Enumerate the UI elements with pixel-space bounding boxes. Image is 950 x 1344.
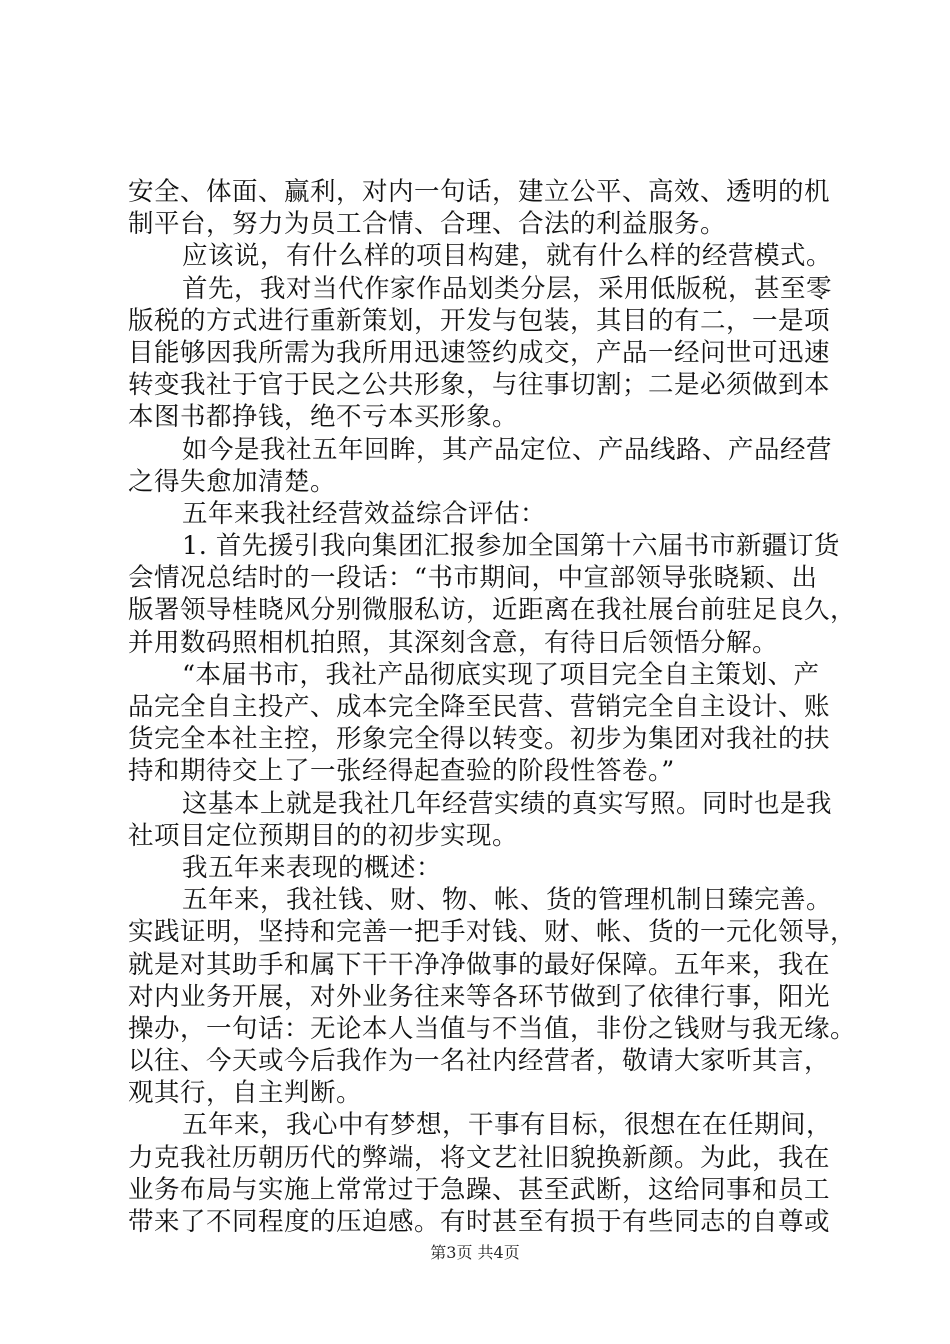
text-line: 品完全自主投产、成本完全降至民营、营销完全自主设计、账	[128, 692, 831, 722]
text-line: 社项目定位预期目的的初步实现。	[128, 820, 519, 851]
text-line: 实践证明，坚持和完善一把手对钱、财、帐、货的一元化领导，	[128, 917, 857, 948]
text-line: 五年来我社经营效益综合评估：	[182, 498, 547, 529]
text-line: 目能够因我所需为我所用迅速签约成交，产品一经问世可迅速	[128, 337, 831, 368]
text-line: 之得失愈加清楚。	[128, 466, 337, 497]
text-line: 业务布局与实施上常常过于急躁、甚至武断，这给同事和员工	[128, 1174, 831, 1205]
page-footer: 第3页 共4页	[430, 1243, 520, 1262]
text-line: 我五年来表现的概述：	[182, 852, 443, 883]
text-line: 版署领导桂晓风分别微服私访，近距离在我社展台前驻足良久，	[128, 595, 857, 626]
text-line: 操办，一句话：无论本人当值与不当值，非份之钱财与我无缘。	[128, 1013, 857, 1044]
text-line: “本届书市，我社产品彻底实现了项目完全自主策划、产	[182, 659, 820, 690]
text-line: 五年来，我社钱、财、物、帐、货的管理机制日臻完善。	[182, 885, 833, 916]
text-line: 安全、体面、赢利，对内一句话，建立公平、高效、透明的机	[128, 177, 831, 207]
text-line: 观其行，自主判断。	[128, 1078, 363, 1109]
text-line: 应该说，有什么样的项目构建，就有什么样的经营模式。	[182, 241, 833, 272]
text-line: 首先，我对当代作家作品划类分层，采用低版税，甚至零	[182, 273, 833, 304]
text-line: 制平台，努力为员工合情、合理、合法的利益服务。	[128, 209, 727, 240]
text-line: 就是对其助手和属下干干净净做事的最好保障。五年来，我在	[128, 949, 831, 980]
text-line: 1. 首先援引我向集团汇报参加全国第十六届书市新疆订货	[182, 531, 840, 562]
text-line: 以往、今天或今后我作为一名社内经营者，敬请大家听其言，	[128, 1046, 831, 1077]
text-line: 并用数码照相机拍照，其深刻含意，有待日后领悟分解。	[128, 627, 779, 658]
text-line: 转变我社于官于民之公共形象，与往事切割；二是必须做到本	[128, 370, 831, 401]
document-body	[128, 176, 857, 1238]
text-line: 货完全本社主控，形象完全得以转变。初步为集团对我社的扶	[128, 724, 831, 755]
text-line: 本图书都挣钱，绝不亏本买形象。	[128, 402, 519, 433]
text-line: 力克我社历朝历代的弊端，将文艺社旧貌换新颜。为此，我在	[128, 1142, 831, 1173]
text-line: 带来了不同程度的压迫感。有时甚至有损于有些同志的自尊或	[128, 1207, 831, 1237]
text-line: 这基本上就是我社几年经营实绩的真实写照。同时也是我	[182, 788, 833, 819]
text-line: 版税的方式进行重新策划，开发与包装，其目的有二，一是项	[128, 305, 831, 336]
text-line: 如今是我社五年回眸，其产品定位、产品线路、产品经营	[182, 434, 833, 465]
text-line: 五年来，我心中有梦想，干事有目标，很想在在任期间，	[182, 1110, 833, 1141]
text-line: 持和期待交上了一张经得起查验的阶段性答卷。”	[128, 756, 675, 787]
text-line: 会情况总结时的一段话：“书市期间，中宣部领导张晓颖、出	[128, 563, 818, 594]
text-line: 对内业务开展，对外业务往来等各环节做到了依律行事，阳光	[128, 981, 831, 1012]
